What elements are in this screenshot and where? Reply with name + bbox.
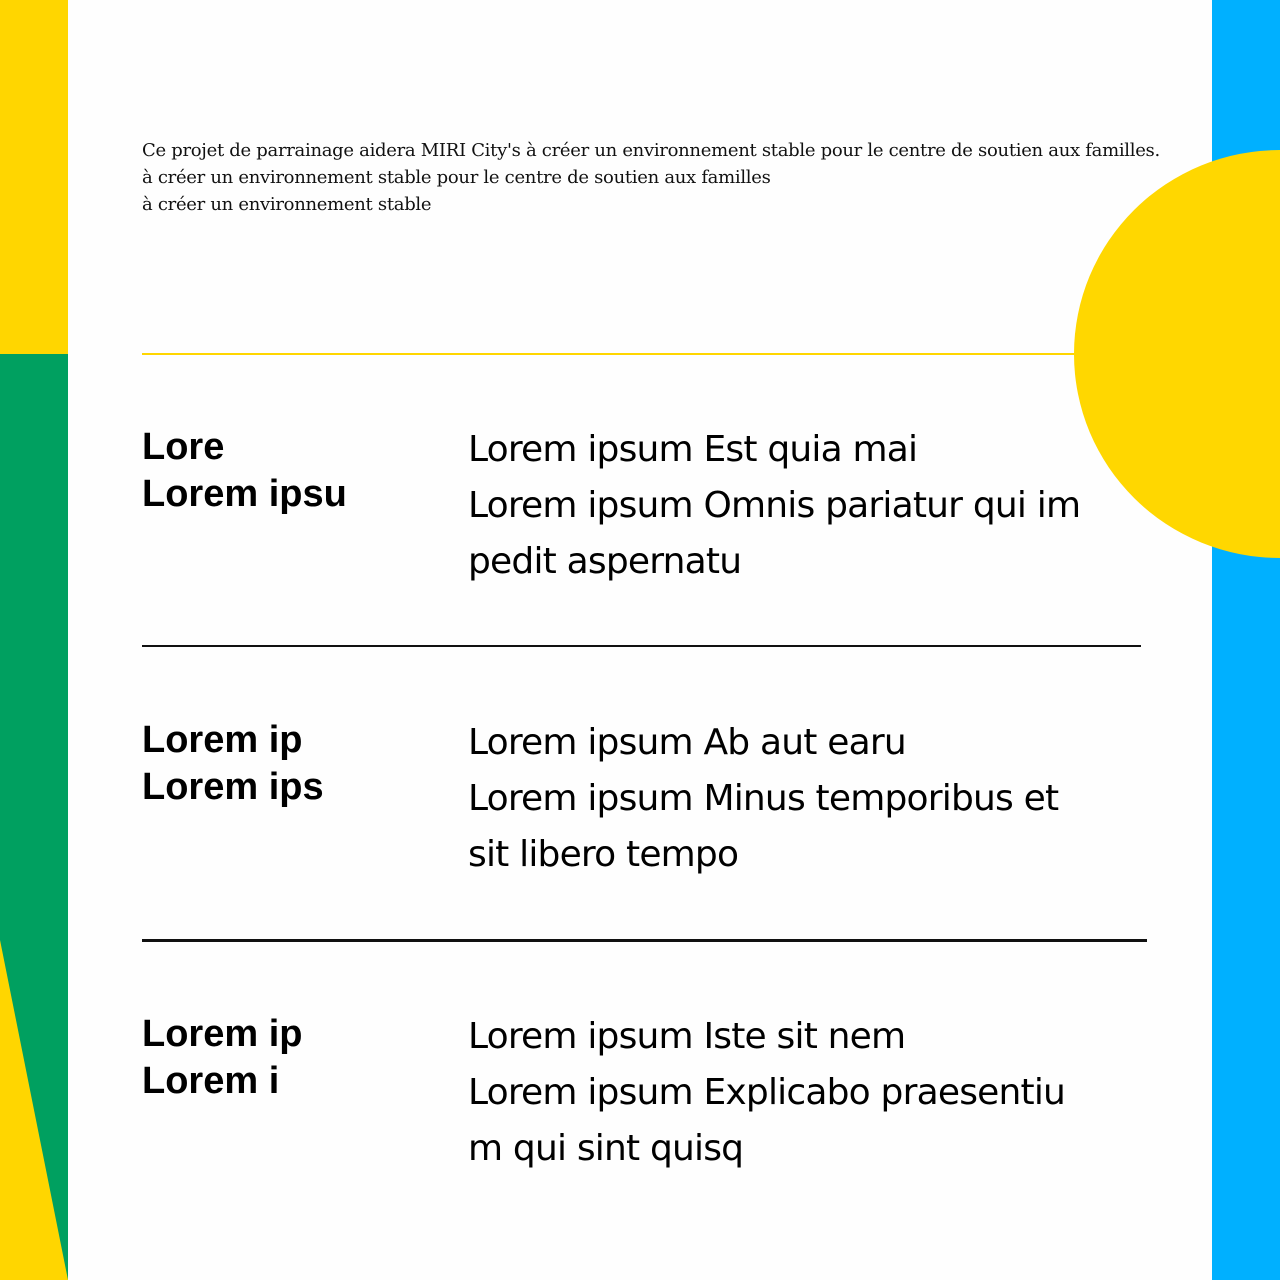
row-body-line: Lorem ipsum Ab aut earu <box>468 722 906 763</box>
row-body-line: Lorem ipsum Iste sit nem <box>468 1016 906 1057</box>
row-body-line: Lorem ipsum Omnis pariatur qui im <box>468 485 1081 526</box>
row-body-line: sit libero tempo <box>468 834 739 875</box>
yellow-divider <box>142 353 1074 355</box>
row-body-line: Lorem ipsum Minus temporibus et <box>468 778 1059 819</box>
row-body <box>468 1009 1088 1177</box>
row-title <box>142 424 462 518</box>
row-title-line: Lorem i <box>142 1060 280 1102</box>
intro-paragraph <box>142 137 1222 218</box>
row-title <box>142 717 462 811</box>
row-body <box>468 715 1088 883</box>
intro-line: à créer un environnement stable pour le centre de soutien aux familles <box>142 167 771 188</box>
row-title-line: Lorem ipsu <box>142 473 347 515</box>
left-yellow-stripe <box>0 0 68 354</box>
row-title-line: Lore <box>142 426 225 468</box>
intro-line: à créer un environnement stable <box>142 194 432 215</box>
row-title-line: Lorem ips <box>142 766 324 808</box>
row-body-line: pedit aspernatu <box>468 541 742 582</box>
left-yellow-triangle <box>0 940 68 1280</box>
divider <box>142 939 1147 942</box>
row-body-line: Lorem ipsum Est quia mai <box>468 429 918 470</box>
row-title <box>142 1011 462 1105</box>
row-body-line: Lorem ipsum Explicabo praesentiu <box>468 1072 1066 1113</box>
row-title-line: Lorem ip <box>142 719 303 761</box>
divider <box>142 645 1141 647</box>
intro-line: Ce projet de parrainage aidera MIRI City's à créer un environnement stable pour le centre de soutien aux familles. <box>142 140 1160 161</box>
row-title-line: Lorem ip <box>142 1013 303 1055</box>
row-body-line: m qui sint quisq <box>468 1128 744 1169</box>
row-body <box>468 422 1088 590</box>
